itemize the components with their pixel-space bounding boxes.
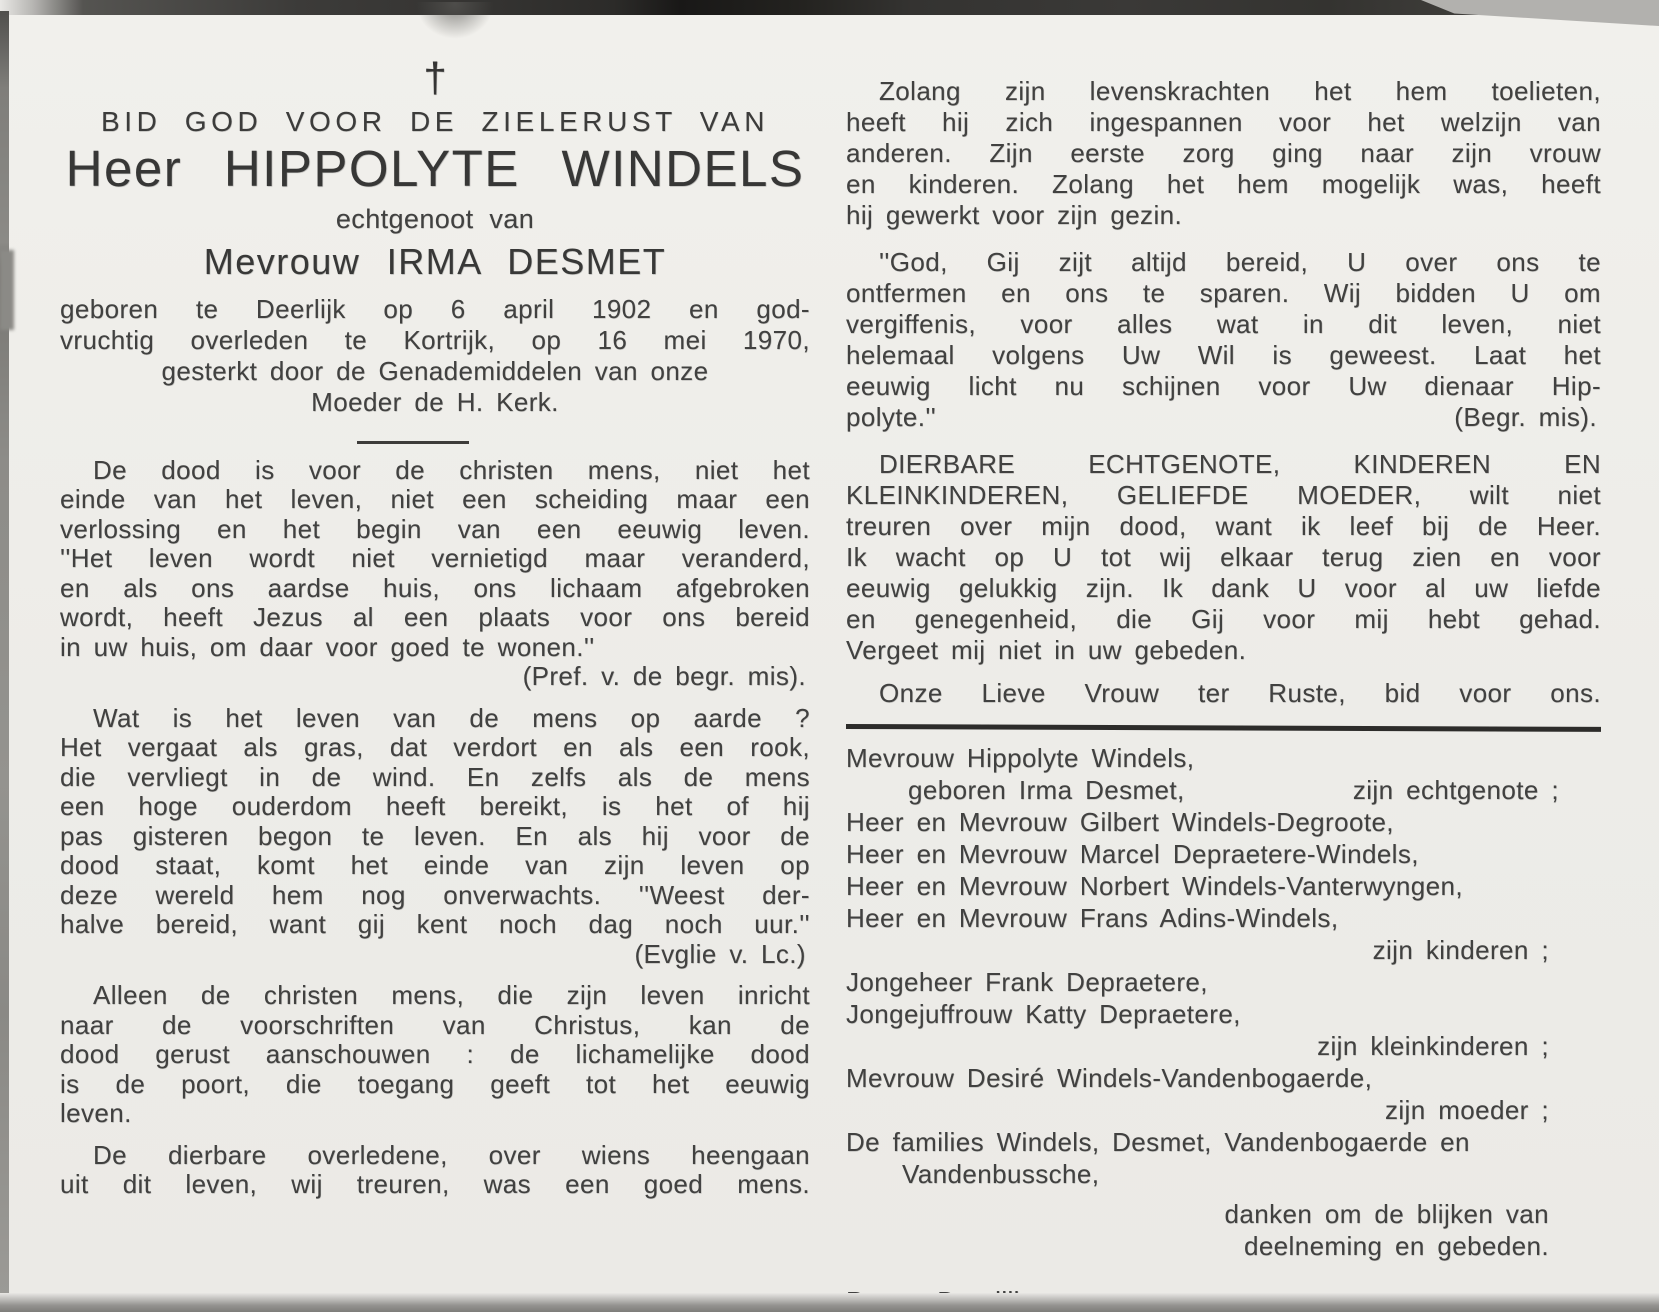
right-page — [846, 56, 1601, 1312]
family-member: Jongejuffrouw Katty Depraetere, — [846, 999, 1241, 1029]
prayer-header: BID GOD VOOR DE ZIELERUST VAN — [100, 106, 770, 137]
thanks-line: danken om de blijken van — [1224, 1199, 1549, 1229]
text-line: een hoge ouderdom heeft bereikt, is het of hij — [60, 791, 810, 821]
scripture-attribution: (Evglie v. Lc.) — [634, 938, 806, 969]
text-line — [846, 402, 1601, 433]
text-line: heeft hij zich ingespannen voor het welzijn van — [846, 107, 1601, 137]
farewell-paragraph — [846, 449, 1601, 666]
scan-bottom-edge — [0, 1293, 1659, 1312]
relation-tag: zijn echtgenote ; — [1352, 775, 1559, 805]
meditation-paragraph-1 — [60, 456, 810, 692]
family-member — [846, 774, 1601, 806]
family-member: Mevrouw Desiré Windels-Vandenbogaerde, — [846, 1063, 1373, 1093]
text-line: verlossing en het begin van een eeuwig leven. — [60, 513, 810, 544]
text-line: DIERBARE ECHTGENOTE, KINDEREN EN — [879, 449, 1601, 479]
text-line: eeuwig gelukkig zijn. Ik dank U voor al uw liefde — [846, 573, 1601, 603]
cross-icon: † — [423, 54, 447, 101]
text-line: geboren te Deerlijk op 6 april 1902 en god- — [60, 293, 810, 324]
text-line: pas gisteren begon te leven. En als hij voor de — [60, 820, 810, 851]
text-line: ''Het leven wordt niet vernietigd maar veranderd, — [60, 543, 810, 573]
text-line: Het vergaat als gras, dat verdort en als een rook, — [60, 732, 810, 762]
thick-rule — [846, 724, 1601, 732]
text-line: en genegenheid, die Gij voor mij hebt gehad. — [846, 604, 1601, 634]
text-line: dood staat, komt het einde van zijn leven op — [60, 850, 810, 880]
text-line: Zolang zijn levenskrachten het hem toelieten, — [879, 76, 1601, 106]
family-member: Heer en Mevrouw Norbert Windels-Vanterwyngen, — [846, 871, 1463, 901]
text-line: Ik wacht op U tot wij elkaar terug zien en voor — [846, 542, 1601, 572]
family-member: Jongeheer Frank Depraetere, — [846, 967, 1208, 997]
text-fragment: polyte.'' — [846, 402, 937, 432]
family-member: Heer en Mevrouw Frans Adins-Windels, — [846, 903, 1339, 933]
relation-tag: zijn kinderen ; — [1372, 935, 1549, 965]
spouse-name: Mevrouw IRMA DESMET — [203, 240, 667, 282]
left-page — [60, 56, 810, 1312]
text-line: einde van het leven, niet een scheiding maar een — [60, 484, 810, 514]
text-fragment: geboren Irma Desmet, — [908, 775, 1185, 805]
relation-tag: zijn moeder ; — [1384, 1095, 1549, 1125]
family-member: De families Windels, Desmet, Vandenbogaerde en — [846, 1127, 1470, 1157]
text-line: De dood is voor de christen mens, niet het — [93, 454, 810, 485]
text-line: Wat is het leven van de mens op aarde ? — [93, 702, 810, 733]
text-line: en als ons aardse huis, ons lichaam afgebroken — [60, 572, 810, 603]
text-line: treuren over mijn dood, want ik leef bij de Heer. — [846, 511, 1601, 541]
invocation-line: Onze Lieve Vrouw ter Ruste, bid voor ons. — [879, 678, 1601, 708]
text-line: halve bereid, want gij kent noch dag noch uur.'' — [60, 909, 810, 939]
scripture-attribution: (Pref. v. de begr. mis). — [522, 661, 806, 691]
text-line: leven. — [60, 1098, 132, 1128]
tribute-paragraph — [846, 76, 1601, 231]
deceased-name: Heer HIPPOLYTE WINDELS — [65, 140, 805, 197]
family-member: Mevrouw Hippolyte Windels, — [846, 743, 1195, 773]
birth-death-block — [60, 294, 810, 418]
meditation-paragraph-2 — [60, 704, 810, 970]
text-line: vergiffenis, voor alles wat in dit leven, niet — [846, 309, 1601, 339]
text-line: wordt, heeft Jezus al een plaats voor ons bereid — [60, 602, 810, 632]
text-line: Alleen de christen mens, die zijn leven inricht — [93, 980, 810, 1010]
relation-tag: zijn kleinkinderen ; — [1317, 1031, 1549, 1061]
text-line: ''God, Gij zijt altijd bereid, U over ons te — [879, 247, 1601, 277]
family-member: Heer en Mevrouw Gilbert Windels-Degroote, — [846, 807, 1394, 837]
section-divider — [357, 441, 469, 444]
text-line: uit dit leven, wij treuren, was een goed mens. — [60, 1169, 810, 1199]
text-line: hij gewerkt voor zijn gezin. — [846, 200, 1183, 230]
scripture-attribution: (Begr. mis). — [1454, 402, 1597, 432]
text-line: Vergeet mij niet in uw gebeden. — [846, 635, 1247, 665]
text-line: helemaal volgens Uw Wil is geweest. Laat het — [846, 340, 1601, 370]
text-line: gesterkt door de Genademiddelen van onze — [161, 355, 709, 386]
prayer-paragraph — [846, 247, 1601, 433]
text-line: eeuwig licht nu schijnen voor Uw dienaar Hip- — [846, 371, 1601, 401]
text-line: dood gerust aanschouwen : de lichamelijke dood — [60, 1039, 810, 1069]
text-line: deze wereld hem nog onverwachts. ''Weest der- — [60, 879, 810, 910]
text-line: Moeder de H. Kerk. — [311, 386, 559, 417]
text-line: en kinderen. Zolang het hem mogelijk was, heeft — [846, 169, 1601, 199]
family-member: Heer en Mevrouw Marcel Depraetere-Windels, — [846, 839, 1419, 869]
text-line: De dierbare overledene, over wiens heengaan — [93, 1139, 810, 1170]
family-member: Vandenbussche, — [902, 1159, 1100, 1189]
text-line: ontfermen en ons te sparen. Wij bidden U om — [846, 278, 1601, 308]
text-line: vruchtig overleden te Kortrijk, op 16 mei 1970, — [60, 324, 810, 355]
family-list — [846, 742, 1601, 1262]
meditation-paragraph-3 — [60, 981, 810, 1129]
relation-line: echtgenoot van — [335, 204, 535, 234]
text-line: naar de voorschriften van Christus, kan de — [60, 1009, 810, 1040]
text-line: KLEINKINDEREN, GELIEFDE MOEDER, wilt niet — [846, 480, 1601, 510]
meditation-paragraph-4 — [60, 1141, 810, 1200]
text-line: die vervliegt in de wind. En zelfs als de mens — [60, 761, 810, 792]
text-line: is de poort, die toegang geeft tot het eeuwig — [60, 1068, 810, 1099]
text-line: anderen. Zijn eerste zorg ging naar zijn vrouw — [846, 138, 1601, 168]
text-line: in uw huis, om daar voor goed te wonen.'' — [60, 631, 595, 662]
thanks-line: deelneming en gebeden. — [1243, 1231, 1549, 1261]
